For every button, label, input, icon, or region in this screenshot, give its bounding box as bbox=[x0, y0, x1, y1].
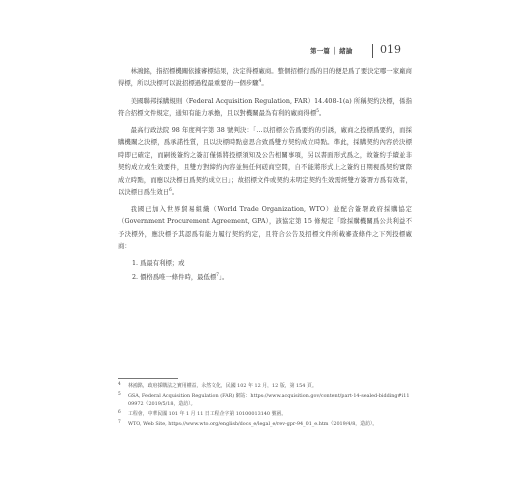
list-item: 2. 價格爲唯一條件時，最低標$^7$」。 bbox=[132, 272, 229, 282]
paragraph: 林鴻銘，指招標機關依據審標結果，決定得標廠商。整個招標行爲的目的便是爲了要決定哪一家廠商得標，所以決標可以說招標過程最重要的一個步驟$^4$。 bbox=[118, 68, 412, 88]
footnote-ref: 6 bbox=[169, 186, 172, 192]
footnote bbox=[118, 382, 412, 390]
footnotes bbox=[118, 382, 412, 430]
paragraph: 最高行政法院 98 年度判字第 38 號判決：「…以招標公告爲要約的引誘，廠商之投標爲要約，而採購機關之決標，爲承諾性質，且以決標時點意思合致爲雙方契約成立時點。準此，採購契約內容於決標時即已確定，而嗣後簽約之簽訂僅係將投標須知及公告相關事項，另以書面形式爲之，故簽約手續並非契約成立或生效要件，且雙方對締約內容並無任何磋商空間，自不能將形式上之簽約日期視爲契約實際成立時點，而應以決標日爲契約成立日」；故招標文件或契約未明定契約生效需經雙方簽署方爲有效者，以決標日爲生效日$^6$。 bbox=[118, 126, 412, 196]
footnote-number: 4 bbox=[118, 382, 121, 387]
footnote-number: 5 bbox=[118, 391, 121, 397]
list-item: 1. 爲最有利標；或 bbox=[132, 260, 185, 268]
footnote-ref: 7 bbox=[216, 272, 219, 278]
footnote-text: WTO, Web Site, https://www.wto.org/english/docs_e/legal_e/rev-gpr-94_01_e.htm（2019/4/8，造訪）。 bbox=[128, 420, 378, 427]
page-number: 019 bbox=[380, 43, 401, 56]
footnote-ref: 5 bbox=[316, 107, 319, 113]
footnote-text: 工程會，中華民國 101 年 1 月 11 日工程企字第 10100013140 號函。 bbox=[128, 410, 287, 417]
paragraph: 美國聯邦採購規則（Federal Acquisition Regulation, FAR）14.408-1(a) 所稱契約決標，係指符合招標文件規定，通知有能力承擔，且以對機關最為有利的廠商得標$^5$。 bbox=[118, 97, 412, 117]
footnote bbox=[118, 392, 412, 408]
footnote-number: 6 bbox=[118, 409, 121, 415]
footnote bbox=[118, 410, 412, 418]
paragraph: 我國已加入世界貿易組織（World Trade Organization, WTO）並配合簽署政府採購協定（Government Procurement Agreement, GPA），該協定第 15 條規定「除採購機關爲公共利益不予決標外，應決標予其認爲有能力履行契約約定，且符合公告及招標文件所載審查條件之下列投標廠商： bbox=[118, 205, 412, 251]
chapter-title: 第一篇 │ 緒論 bbox=[310, 47, 353, 55]
header-divider bbox=[372, 44, 373, 58]
award-criteria-list bbox=[118, 257, 412, 285]
footnote-number: 7 bbox=[118, 419, 121, 425]
footnote-text: 林鴻銘，政府採購法之實用權益，永然文化，民國 102 年 12 月，12 版，第 154 頁。 bbox=[128, 383, 317, 389]
footnote-text: GSA, Federal Acquisition Regulation (FAR) 網站：https://www.acquisition.gov/content/part-14-sealed-bidding#i1109972（2019/5/18，造訪）。 bbox=[128, 392, 410, 408]
body-text bbox=[118, 66, 412, 285]
footnote-divider bbox=[118, 378, 178, 379]
footnote bbox=[118, 420, 412, 428]
running-header bbox=[310, 45, 440, 59]
footnote-ref: 4 bbox=[258, 78, 262, 84]
